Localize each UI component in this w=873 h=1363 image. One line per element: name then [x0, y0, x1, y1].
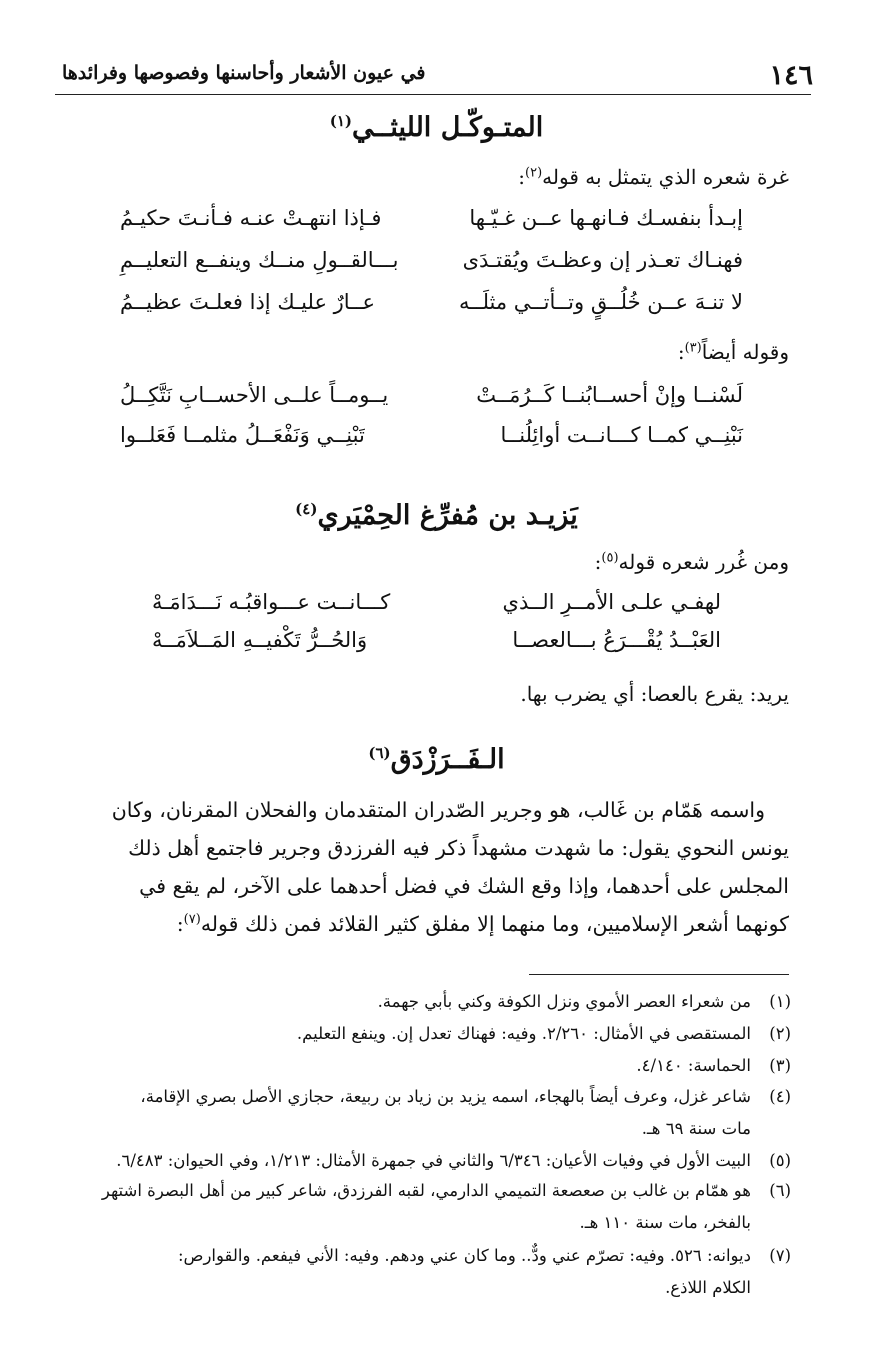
section-title-text: الـفَــرَزْدَق — [390, 744, 505, 775]
verse-second-hemistich: عــارٌ عليـك إذا فعلـتَ عظيــمُ — [120, 290, 376, 314]
intro-colon: : — [594, 550, 602, 574]
footnote — [140, 1087, 791, 1106]
verse-first-hemistich: إبـدأ بنفسـك فـانهـها عــن غـيّـها — [469, 206, 743, 230]
footnote-text: البيت الأول في وفيات الأعيان: ٦/٣٤٦ والثاني في جمهرة الأمثال: ١/٢١٣، وفي الحيوان: ٦/٤٨٣. — [116, 1151, 751, 1170]
footnote-number: (٣) — [769, 1056, 791, 1075]
footnote-ref: (٣) — [684, 340, 702, 356]
footnote-continuation: بالفخر، مات سنة ١١٠ هـ. — [579, 1213, 751, 1232]
verse-second-hemistich: تَبْنِــي وَنَفْعَــلُ مثلمــا فَعَلــوا — [120, 423, 365, 447]
intro-colon: : — [518, 165, 526, 189]
footnote-text: من شعراء العصر الأموي ونزل الكوفة وكني بأبي جهمة. — [377, 992, 751, 1011]
title-note-ref: (٦) — [368, 744, 391, 762]
running-title: في عيون الأشعار وأحاسنها وفصوصها وفرائدها — [62, 62, 426, 84]
intro-line — [678, 340, 789, 364]
section-title-text: المتـوكّـل الليثــي — [352, 112, 544, 143]
footnote-continuation: مات سنة ٦٩ هـ. — [641, 1119, 751, 1138]
footnote-continuation: الكلام اللاذع. — [665, 1278, 751, 1297]
verse-second-hemistich: كـــانــت عـــواقبُـه نَـــدَامَـهْ — [152, 590, 391, 614]
title-note-ref: (١) — [329, 112, 353, 130]
gloss-line: يريد: يقرع بالعصا: أي يضرب بها. — [520, 682, 789, 706]
paragraph-line: واسمه هَمّام بن غَالب، هو وجرير الصّدران المتقدمان والفحلان المقرنان، وكان — [111, 798, 765, 822]
footnote-ref: (٥) — [601, 550, 619, 566]
verse-first-hemistich: لهفـي علـى الأمــرِ الــذي — [502, 590, 721, 614]
footnote-text: شاعر غزل، وعرف أيضاً بالهجاء، اسمه يزيد بن زياد بن ربيعة، حجازي الأصل بصري الإقامة، — [140, 1087, 751, 1106]
paragraph-line: يونس النحوي يقول: ما شهدت مشهداً ذكر فيه الفرزدق وجرير فاجتمع أهل ذلك — [128, 836, 789, 860]
footnote-text: الحماسة: ٤/١٤٠. — [636, 1056, 751, 1075]
intro-text: غرة شعره الذي يتمثل به قوله — [542, 165, 789, 189]
footnote-number: (٤) — [769, 1087, 791, 1106]
verse-first-hemistich: فهنـاك تعـذر إن وعظـتَ ويُقتـدَى — [462, 248, 743, 272]
verse-second-hemistich: يــومــاً علــى الأحســابِ نَتَّكِــلُ — [120, 383, 389, 407]
paragraph-line: المجلس على أحدهما، وإذا وقع الشك في فضل أحدهما على الآخر، لم يقع في — [139, 874, 789, 898]
verse-second-hemistich: فـإذا انتهـتْ عنـه فـأنـتَ حكيـمُ — [120, 206, 382, 230]
verse-first-hemistich: لا تنـهَ عــن خُلُــقٍ وتــأتــي مثلَــه — [459, 290, 743, 314]
footnote-rule — [529, 974, 789, 975]
page-number: ١٤٦ — [769, 60, 813, 91]
verse-first-hemistich: لَسْنــا وإنْ أحســابُنــا كَــرُمَــتْ — [476, 383, 743, 407]
paragraph-text: كونهما أشعر الإسلاميين، وما منهما إلا مفلق كثير القلائد فمن ذلك قوله — [200, 912, 789, 936]
footnote — [636, 1056, 791, 1075]
footnote-number: (٧) — [769, 1246, 791, 1265]
footnote-text: هو همّام بن غالب بن صعصعة التميمي الدارمي، لقبه الفرزدق، شاعر كبير من أهل البصرة اشتهر — [101, 1181, 751, 1200]
section-title-mutawakkil — [0, 112, 873, 143]
verse-second-hemistich: بـــالقــولِ منــك وينفــع التعليــمِ — [120, 248, 399, 272]
intro-text: وقوله أيضاً — [701, 340, 789, 364]
footnote-text: المستقصى في الأمثال: ٢/٢٦٠. وفيه: فهناك تعدل إن. وينفع التعليم. — [296, 1024, 751, 1043]
footnote — [297, 1024, 791, 1043]
footnote-ref: (٧) — [183, 912, 201, 928]
footnote-number: (٦) — [769, 1181, 791, 1200]
paragraph-colon: : — [176, 912, 184, 936]
footnote — [116, 1151, 791, 1170]
intro-line — [518, 165, 789, 189]
footnote — [378, 992, 791, 1011]
section-title-farazdaq — [0, 744, 873, 775]
verse-first-hemistich: العَبْــدُ يُقْـــرَعُ بـــالعصــا — [512, 628, 721, 652]
verse-second-hemistich: وَالحُــرُّ تَكْفيــهِ المَــلاَمَــهْ — [152, 628, 368, 652]
footnote-number: (٥) — [769, 1151, 791, 1170]
footnote-number: (٢) — [769, 1024, 791, 1043]
footnote-number: (١) — [769, 992, 791, 1011]
footnote-text: ديوانه: ٥٢٦. وفيه: تصرّم عني ودٌّ.. وما كان عني ودهم. وفيه: الأني فيفعم. والقوارص: — [177, 1246, 751, 1265]
intro-line — [595, 550, 789, 574]
header-rule — [55, 94, 811, 95]
intro-colon: : — [677, 340, 685, 364]
section-title-yazid — [0, 500, 873, 531]
paragraph-line — [48, 912, 789, 936]
verse-first-hemistich: نَبْنِــي كمــا كـــانــت أوائِلُنــا — [500, 423, 743, 447]
footnote-ref: (٢) — [525, 165, 543, 181]
footnote — [102, 1181, 791, 1200]
section-title-text: يَزيـد بن مُفرِّغ الحِمْيَري — [317, 500, 578, 531]
intro-text: ومن غُرر شعره قوله — [618, 550, 789, 574]
footnote — [178, 1246, 791, 1265]
title-note-ref: (٤) — [295, 500, 318, 518]
